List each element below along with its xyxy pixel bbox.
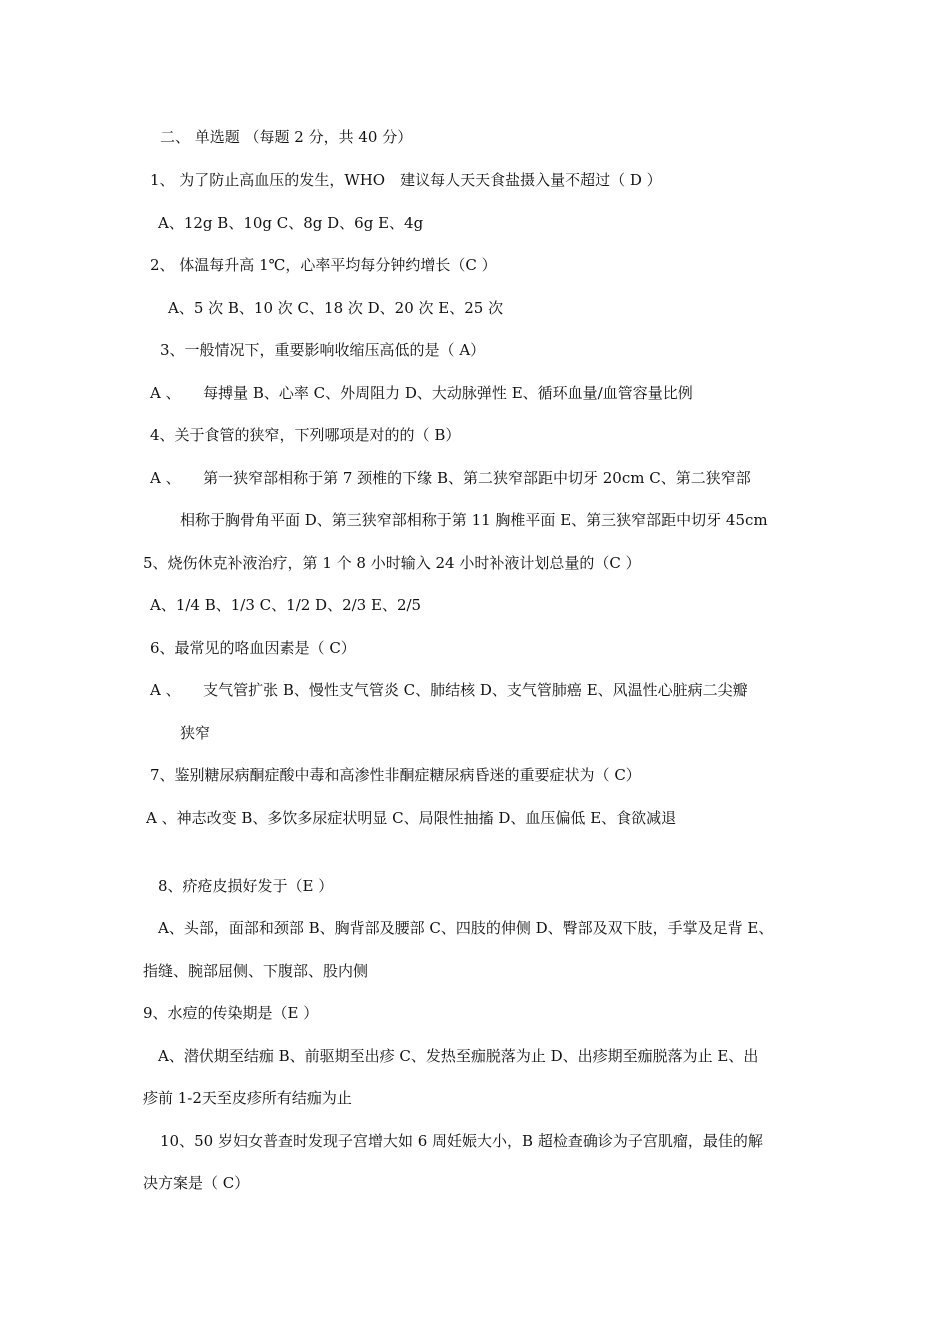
question-4-options-line-1: A 、 第一狭窄部相称于第 7 颈椎的下缘 B、第二狭窄部距中切牙 20cm C、第二狭窄部 xyxy=(150,469,751,487)
question-9-options-line-2: 疹前 1-2天至皮疹所有结痂为止 xyxy=(143,1089,352,1107)
question-4-options-line-2: 相称于胸骨角平面 D、第三狭窄部相称于第 11 胸椎平面 E、第三狭窄部距中切牙 45cm xyxy=(180,511,768,529)
section-title: 二、 单选题 （每题 2 分，共 40 分） xyxy=(160,128,413,146)
question-5-options: A、1/4 B、1/3 C、1/2 D、2/3 E、2/5 xyxy=(150,596,422,614)
question-6-options-line-1: A 、 支气管扩张 B、慢性支气管炎 C、肺结核 D、支气管肺癌 E、风温性心脏病二尖瓣 xyxy=(150,681,748,699)
question-10-stem-line-2: 决方案是（ C） xyxy=(143,1174,250,1192)
question-3-stem: 3、一般情况下，重要影响收缩压高低的是（ A） xyxy=(160,341,486,359)
question-10-stem-line-1: 10、50 岁妇女普查时发现子宫增大如 6 周妊娠大小，B 超检查确诊为子宫肌瘤，最佳的解 xyxy=(160,1132,763,1150)
question-7-stem: 7、鉴别糖尿病酮症酸中毒和高渗性非酮症糖尿病昏迷的重要症状为（ C） xyxy=(150,766,641,784)
question-8-options-line-1: A、头部，面部和颈部 B、胸背部及腰部 C、四肢的伸侧 D、臀部及双下肢，手掌及足背 E、 xyxy=(158,919,774,937)
question-9-stem: 9、水痘的传染期是（E ） xyxy=(143,1004,319,1022)
question-5-stem: 5、烧伤休克补液治疗，第 1 个 8 小时输入 24 小时补液计划总量的（C ） xyxy=(143,554,641,572)
question-2-options: A、5 次 B、10 次 C、18 次 D、20 次 E、25 次 xyxy=(168,299,504,317)
question-7-options: A 、神志改变 B、多饮多尿症状明显 C、局限性抽搐 D、血压偏低 E、食欲减退 xyxy=(146,809,677,827)
question-1-stem: 1、 为了防止高血压的发生，WHO 建议每人天天食盐摄入量不超过（ D ） xyxy=(150,171,662,189)
question-3-options: A 、 每搏量 B、心率 C、外周阻力 D、大动脉弹性 E、循环血量/血管容量比例 xyxy=(150,384,693,402)
question-9-options-line-1: A、潜伏期至结痂 B、前驱期至出疹 C、发热至痂脱落为止 D、出疹期至痂脱落为止 E、出 xyxy=(158,1047,759,1065)
question-8-stem: 8、疥疮皮损好发于（E ） xyxy=(158,877,334,895)
question-6-options-line-2: 狭窄 xyxy=(180,724,211,742)
question-6-stem: 6、最常见的咯血因素是（ C） xyxy=(150,639,356,657)
question-1-options: A、12g B、10g C、8g D、6g E、4g xyxy=(158,214,424,232)
question-8-options-line-2: 指缝、腕部屈侧、下腹部、股内侧 xyxy=(143,962,369,980)
question-2-stem: 2、 体温每升高 1℃，心率平均每分钟约增长（C ） xyxy=(150,256,497,274)
question-4-stem: 4、关于食管的狭窄，下列哪项是对的的（ B） xyxy=(150,426,461,444)
